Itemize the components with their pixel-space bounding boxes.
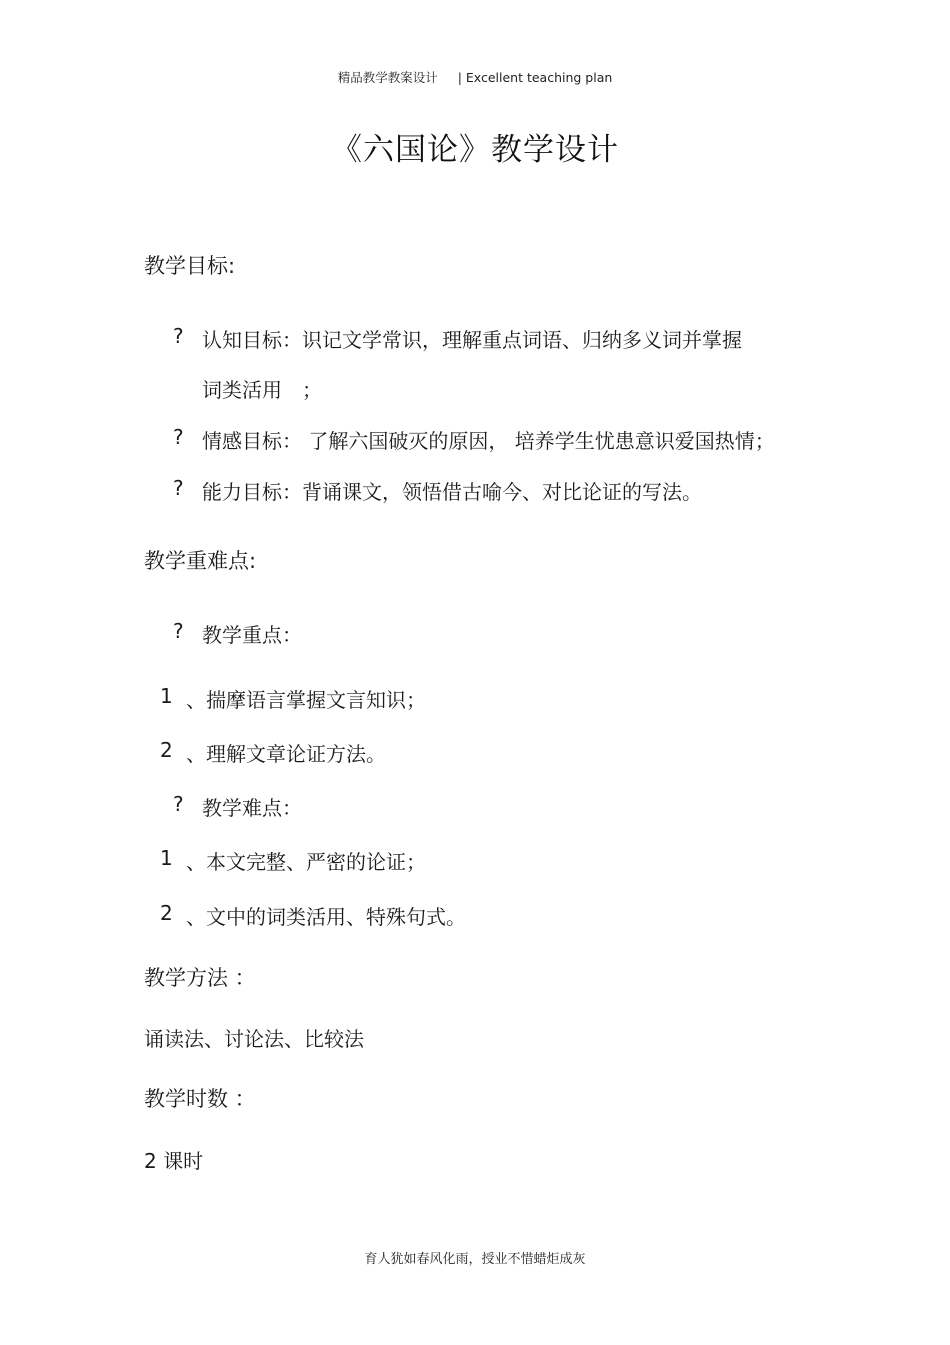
objective-ability: 能力目标：背诵课文，领悟借古喻今、对比论证的写法。: [202, 480, 702, 504]
header-right-text: | Excellent teaching plan: [457, 70, 613, 85]
list-number: 1: [160, 684, 173, 708]
list-number: 1: [160, 846, 173, 870]
bullet-marker: ?: [173, 324, 184, 348]
key-points-heading: 教学重难点:: [144, 549, 257, 573]
difficulty-item: 、本文完整、严密的论证；: [186, 850, 426, 874]
objective-emotional: 情感目标： 了解六国破灭的原因， 培养学生忧患意识爱国热情；: [202, 429, 775, 453]
focus-label: 教学重点：: [202, 623, 302, 647]
objective-cognitive-line2: 词类活用 ；: [202, 378, 322, 402]
bullet-marker: ?: [173, 619, 184, 643]
focus-item: 、理解文章论证方法。: [186, 742, 386, 766]
page-header: [0, 68, 950, 86]
bullet-marker: ?: [173, 425, 184, 449]
method-text: 诵读法、讨论法、比较法: [144, 1027, 364, 1051]
focus-item: 、揣摩语言掌握文言知识；: [186, 688, 426, 712]
header-left-text: 精品教学教案设计: [337, 70, 438, 85]
difficulty-item: 、文中的词类活用、特殊句式。: [186, 905, 466, 929]
hours-heading: 教学时数 ：: [144, 1087, 256, 1111]
list-number: 2: [160, 901, 173, 925]
objective-cognitive-line1: 认知目标：识记文学常识，理解重点词语、归纳多义词并掌握: [202, 328, 742, 352]
bullet-marker: ?: [173, 476, 184, 500]
page-footer: 育人犹如春风化雨，授业不惜蜡炬成灰: [364, 1252, 586, 1267]
method-heading: 教学方法 ：: [144, 966, 256, 990]
objectives-heading: 教学目标:: [144, 254, 236, 278]
difficulty-label: 教学难点：: [202, 796, 302, 820]
hours-text: 2 课时: [144, 1149, 204, 1173]
list-number: 2: [160, 738, 173, 762]
document-title: 《六国论》教学设计: [331, 132, 619, 168]
bullet-marker: ?: [173, 792, 184, 816]
